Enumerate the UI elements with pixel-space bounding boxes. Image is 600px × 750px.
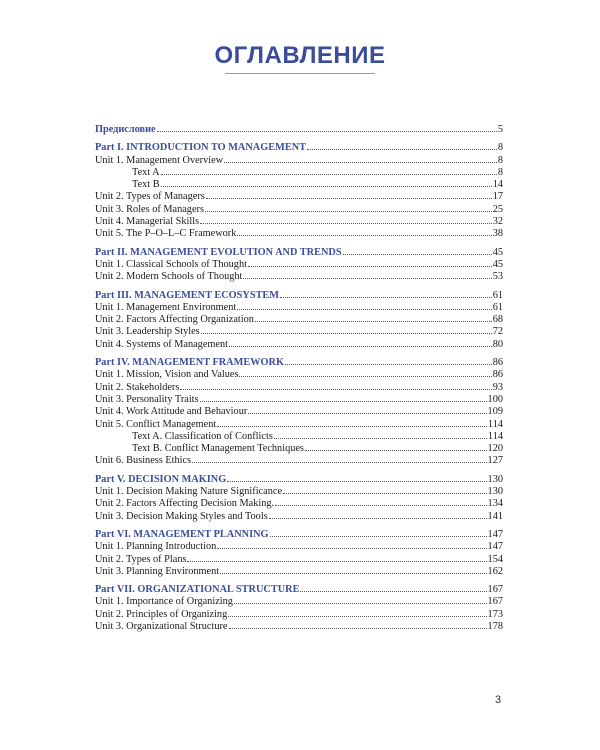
toc-entry-label: Unit 3. Personality Traits	[95, 393, 199, 405]
toc-entry-label: Предисловие	[95, 124, 156, 135]
dot-leader	[187, 553, 486, 562]
toc-entry-label: Part IV. MANAGEMENT FRAMEWORK	[95, 357, 284, 369]
toc-entry-unit[interactable]	[95, 454, 503, 466]
toc-entry-label: Unit 4. Work Attitude and Behaviour	[95, 406, 248, 418]
toc-entry-page: 53	[492, 271, 503, 283]
toc-entry-page: 162	[487, 565, 503, 577]
toc-entry-page: 178	[487, 620, 503, 632]
toc-entry-unit[interactable]	[95, 393, 503, 405]
toc-entry-page: 114	[487, 418, 503, 430]
toc-entry-page: 147	[487, 541, 503, 553]
toc-entry-label: Unit 3. Decision Making Styles and Tools	[95, 510, 268, 522]
toc-entry-page: 17	[492, 191, 503, 203]
toc-entry-label: Unit 2. Types of Managers	[95, 191, 205, 203]
toc-entry-unit[interactable]	[95, 540, 503, 552]
toc-entry-label: Part III. MANAGEMENT ECOSYSTEM	[95, 289, 280, 301]
dot-leader	[237, 227, 491, 236]
dot-leader	[300, 583, 486, 592]
dot-leader	[224, 154, 497, 163]
toc-entry-text[interactable]	[95, 430, 503, 442]
toc-entry-page: 127	[487, 455, 503, 467]
dot-leader	[243, 270, 491, 279]
dot-leader	[343, 246, 492, 255]
toc-entry-unit[interactable]	[95, 270, 503, 282]
dot-leader	[305, 442, 487, 451]
toc-entry-page: 120	[487, 443, 503, 455]
toc-entry-page: 61	[492, 301, 503, 313]
toc-entry-label: Unit 2. Factors Affecting Decision Making.	[95, 498, 275, 510]
toc-entry-unit[interactable]	[95, 190, 503, 202]
dot-leader	[269, 510, 487, 519]
toc-entry-label: Unit 1. Decision Making Nature Significance	[95, 486, 283, 498]
toc-entry-label: Unit 3. Organizational Structure	[95, 620, 228, 632]
toc-entry-page: 5	[497, 124, 503, 135]
toc-entry-unit[interactable]	[95, 368, 503, 380]
toc-entry-page: 80	[492, 338, 503, 350]
toc-entry-label: Part I. INTRODUCTION TO MANAGEMENT	[95, 142, 307, 154]
toc-entry-unit[interactable]	[95, 620, 503, 632]
toc-entry-label: Part V. DECISION MAKING	[95, 473, 227, 485]
toc-entry-page: 93	[492, 381, 503, 393]
title-underline	[225, 73, 375, 74]
toc-entry-unit[interactable]	[95, 325, 503, 337]
dot-leader	[180, 381, 491, 390]
dot-leader	[307, 141, 497, 150]
toc-entry-label: Unit 2. Principles of Organizing	[95, 608, 228, 620]
toc-entry-page: 68	[492, 314, 503, 326]
toc-entry-part[interactable]	[95, 583, 503, 595]
toc-entry-unit[interactable]	[95, 227, 503, 239]
dot-leader	[217, 540, 486, 549]
toc-entry-page: 130	[487, 473, 503, 485]
toc-entry-page: 100	[487, 393, 503, 405]
toc-entry-page: 8	[497, 142, 503, 154]
toc-entry-part[interactable]	[95, 289, 503, 301]
dot-leader	[205, 203, 492, 212]
dot-leader	[283, 485, 487, 494]
dot-leader	[228, 608, 486, 617]
toc-entry-page: 32	[492, 216, 503, 228]
dot-leader	[220, 565, 486, 574]
toc-entry-unit[interactable]	[95, 258, 503, 270]
toc-entry-part[interactable]	[95, 528, 503, 540]
toc-entry-unit[interactable]	[95, 497, 503, 509]
dot-leader	[285, 356, 492, 365]
toc-entry-unit[interactable]	[95, 485, 503, 497]
toc-entry-page: 8	[497, 154, 503, 166]
toc-entry-unit[interactable]	[95, 595, 503, 607]
toc-entry-label: Unit 1. Importance of Organizing	[95, 596, 233, 608]
dot-leader	[229, 620, 487, 629]
toc-entry-label: Unit 1. Management Overview	[95, 154, 224, 166]
toc-entry-label: Unit 3. Planning Environment	[95, 565, 220, 577]
toc-entry-page: 114	[487, 430, 503, 442]
toc-entry-part[interactable]	[95, 473, 503, 485]
toc-entry-text[interactable]	[95, 178, 503, 190]
dot-leader	[161, 178, 492, 187]
toc-entry-label: Unit 6. Business Ethics	[95, 455, 192, 467]
toc-entry-page: 45	[492, 258, 503, 270]
dot-leader	[229, 338, 492, 347]
toc-entry-unit[interactable]	[95, 565, 503, 577]
toc-entry-page: 109	[487, 406, 503, 418]
toc-entry-page: 61	[492, 289, 503, 301]
toc-entry-label: Unit 1. Planning Introduction	[95, 541, 217, 553]
toc-entry-page: 134	[487, 498, 503, 510]
dot-leader	[280, 289, 492, 298]
toc-entry-unit[interactable]	[95, 381, 503, 393]
toc-entry-unit[interactable]	[95, 405, 503, 417]
toc-entry-label: Unit 4. Managerial Skills	[95, 216, 200, 228]
toc-entry-unit[interactable]	[95, 338, 503, 350]
table-of-contents	[95, 123, 503, 632]
toc-entry-unit[interactable]	[95, 418, 503, 430]
toc-entry-page: 130	[487, 486, 503, 498]
toc-entry-part[interactable]	[95, 141, 503, 153]
toc-entry-label: Text A	[132, 166, 160, 178]
toc-entry-label: Unit 1. Mission, Vision and Values	[95, 369, 239, 381]
toc-entry-label: Part VII. ORGANIZATIONAL STRUCTURE	[95, 584, 300, 596]
toc-entry-label: Text A. Classification of Conflicts	[132, 430, 273, 442]
toc-entry-page: 8	[497, 166, 503, 178]
toc-entry-page: 173	[487, 608, 503, 620]
toc-entry-page: 45	[492, 246, 503, 258]
page-number: 3	[495, 694, 502, 706]
toc-entry-page: 72	[492, 326, 503, 338]
toc-entry-pref[interactable]	[95, 123, 503, 135]
toc-entry-page: 25	[492, 203, 503, 215]
dot-leader	[200, 393, 487, 402]
toc-entry-unit[interactable]	[95, 553, 503, 565]
toc-entry-label: Text B. Conflict Management Techniques	[132, 443, 304, 455]
toc-entry-page: 14	[492, 179, 503, 191]
toc-entry-unit[interactable]	[95, 301, 503, 313]
toc-entry-page: 154	[487, 553, 503, 565]
dot-leader	[161, 166, 497, 175]
toc-entry-label: Unit 2. Factors Affecting Organization	[95, 314, 254, 326]
toc-entry-label: Unit 5. The P–O–L–C Framework	[95, 228, 237, 240]
toc-entry-label: Unit 3. Roles of Managers	[95, 203, 204, 215]
toc-entry-label: Part II. MANAGEMENT EVOLUTION AND TRENDS	[95, 246, 342, 258]
dot-leader	[201, 325, 492, 334]
toc-entry-label: Unit 4. Systems of Management	[95, 338, 228, 350]
toc-entry-unit[interactable]	[95, 203, 503, 215]
dot-leader	[227, 473, 486, 482]
dot-leader	[206, 190, 492, 199]
toc-entry-unit[interactable]	[95, 215, 503, 227]
dot-leader	[270, 528, 487, 537]
dot-leader	[234, 595, 487, 604]
toc-entry-unit[interactable]	[95, 510, 503, 522]
toc-entry-page: 38	[492, 228, 503, 240]
toc-entry-page: 141	[487, 510, 503, 522]
dot-leader	[248, 405, 486, 414]
toc-entry-text[interactable]	[95, 166, 503, 178]
dot-leader	[255, 313, 492, 322]
toc-entry-page: 86	[492, 357, 503, 369]
toc-entry-label: Unit 2. Stakeholders	[95, 381, 180, 393]
toc-entry-label: Unit 3. Leadership Styles	[95, 326, 200, 338]
toc-entry-label: Unit 2. Modern Schools of Thought	[95, 271, 243, 283]
dot-leader	[248, 258, 492, 267]
toc-entry-unit[interactable]	[95, 313, 503, 325]
toc-entry-page: 86	[492, 369, 503, 381]
toc-entry-label: Unit 1. Classical Schools of Thought	[95, 258, 247, 270]
toc-entry-page: 167	[487, 584, 503, 596]
toc-entry-label: Part VI. MANAGEMENT PLANNING	[95, 528, 269, 540]
toc-entry-part[interactable]	[95, 246, 503, 258]
dot-leader	[275, 497, 486, 506]
toc-entry-label: Unit 2. Types of Plans	[95, 553, 187, 565]
dot-leader	[192, 454, 486, 463]
dot-leader	[239, 368, 491, 377]
toc-entry-page: 147	[487, 528, 503, 540]
toc-entry-unit[interactable]	[95, 154, 503, 166]
dot-leader	[274, 430, 487, 439]
toc-entry-page: 167	[487, 596, 503, 608]
toc-entry-label: Text B	[132, 179, 160, 191]
toc-entry-unit[interactable]	[95, 608, 503, 620]
toc-entry-text[interactable]	[95, 442, 503, 454]
dot-leader	[157, 123, 497, 132]
toc-entry-label: Unit 5. Conflict Management	[95, 418, 217, 430]
toc-entry-label: Unit 1. Management Environment	[95, 301, 237, 313]
dot-leader	[200, 215, 492, 224]
dot-leader	[237, 301, 491, 310]
dot-leader	[217, 418, 487, 427]
toc-entry-part[interactable]	[95, 356, 503, 368]
page-title: ОГЛАВЛЕНИЕ	[214, 42, 386, 69]
